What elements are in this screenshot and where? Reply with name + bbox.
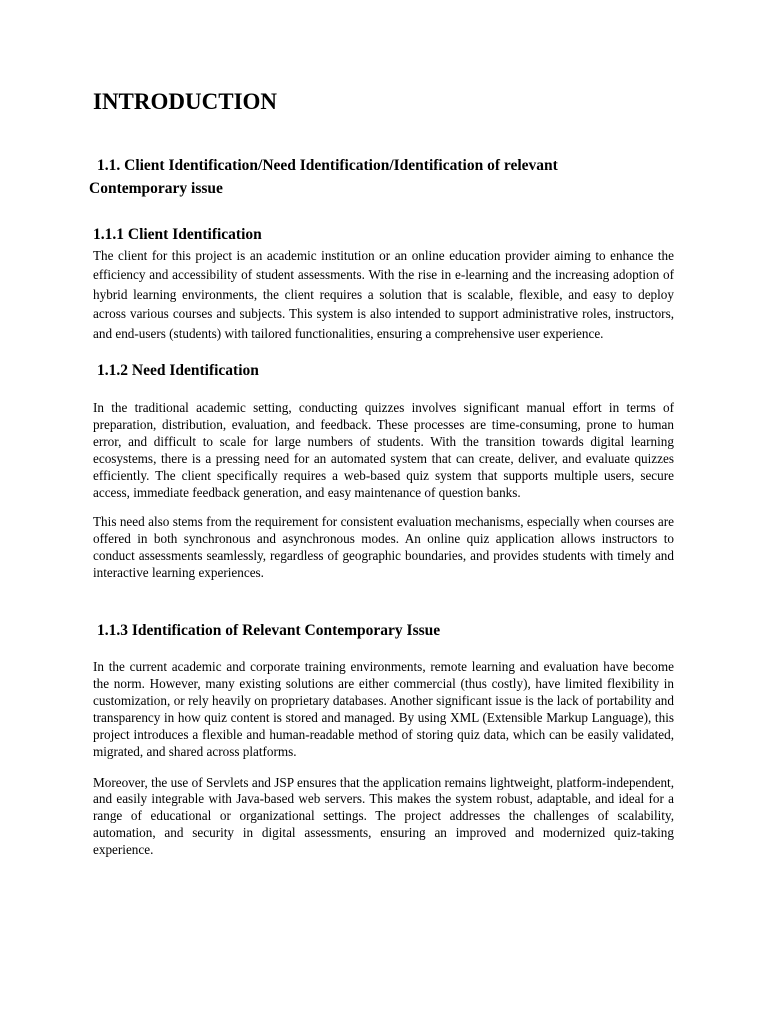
section-heading-line2: Contemporary issue (89, 180, 223, 197)
need-identification-heading: 1.1.2 Need Identification (97, 362, 259, 380)
client-identification-heading: 1.1.1 Client Identification (93, 226, 262, 243)
section-heading-line1: 1.1. Client Identification/Need Identification/Identification of relevant (97, 157, 558, 174)
contemporary-issue-heading: 1.1.3 Identification of Relevant Contemporary Issue (97, 622, 441, 640)
section-heading (89, 154, 674, 200)
need-identification-paragraph-2: This need also stems from the requirement for consistent evaluation mechanisms, especially when courses are offered in both synchronous and asynchronous modes. An online quiz application allows instructors to conduct assessments seamlessly, regardless of geographic boundaries, and provides students with timely and interactive learning experiences. (93, 514, 674, 581)
contemporary-issue-paragraph-1: In the current academic and corporate training environments, remote learning and evaluation have become the norm. However, many existing solutions are either commercial (thus costly), have limited flexibility in customization, or rely heavily on proprietary databases. Another significant issue is the lack of portability and transparency in how quiz content is stored and managed. By using XML (Extensible Markup Language), this project introduces a flexible and human-readable method of storing quiz data, which can be easily validated, migrated, and shared across platforms. (93, 659, 674, 759)
document-content (89, 86, 674, 859)
page-title: INTRODUCTION (93, 89, 278, 114)
need-identification-paragraph-1: In the traditional academic setting, conducting quizzes involves significant manual effort in terms of preparation, distribution, evaluation, and feedback. These processes are time-consuming, prone to human error, and difficult to scale for large numbers of students. With the transition towards digital learning ecosystems, there is a pressing need for an automated system that can create, deliver, and evaluate quizzes efficiently. The client specifically requires a web-based quiz system that supports multiple users, secure access, immediate feedback generation, and easy maintenance of question banks. (93, 400, 674, 500)
contemporary-issue-paragraph-2: Moreover, the use of Servlets and JSP ensures that the application remains lightweight, platform-independent, and easily integrable with Java-based web servers. This makes the system robust, adaptable, and ideal for a range of educational or organizational settings. The project addresses the challenges of scalability, automation, and security in digital assessments, ensuring an improved and modernized quiz-taking experience. (93, 774, 674, 858)
client-identification-paragraph: The client for this project is an academic institution or an online education provider aiming to enhance the efficiency and accessibility of student assessments. With the rise in e-learning and the increasing adoption of hybrid learning environments, the client requires a solution that is scalable, flexible, and easy to deploy across various courses and subjects. This system is also intended to support administrative roles, instructors, and end-users (students) with tailored functionalities, ensuring a comprehensive user experience. (93, 248, 674, 341)
